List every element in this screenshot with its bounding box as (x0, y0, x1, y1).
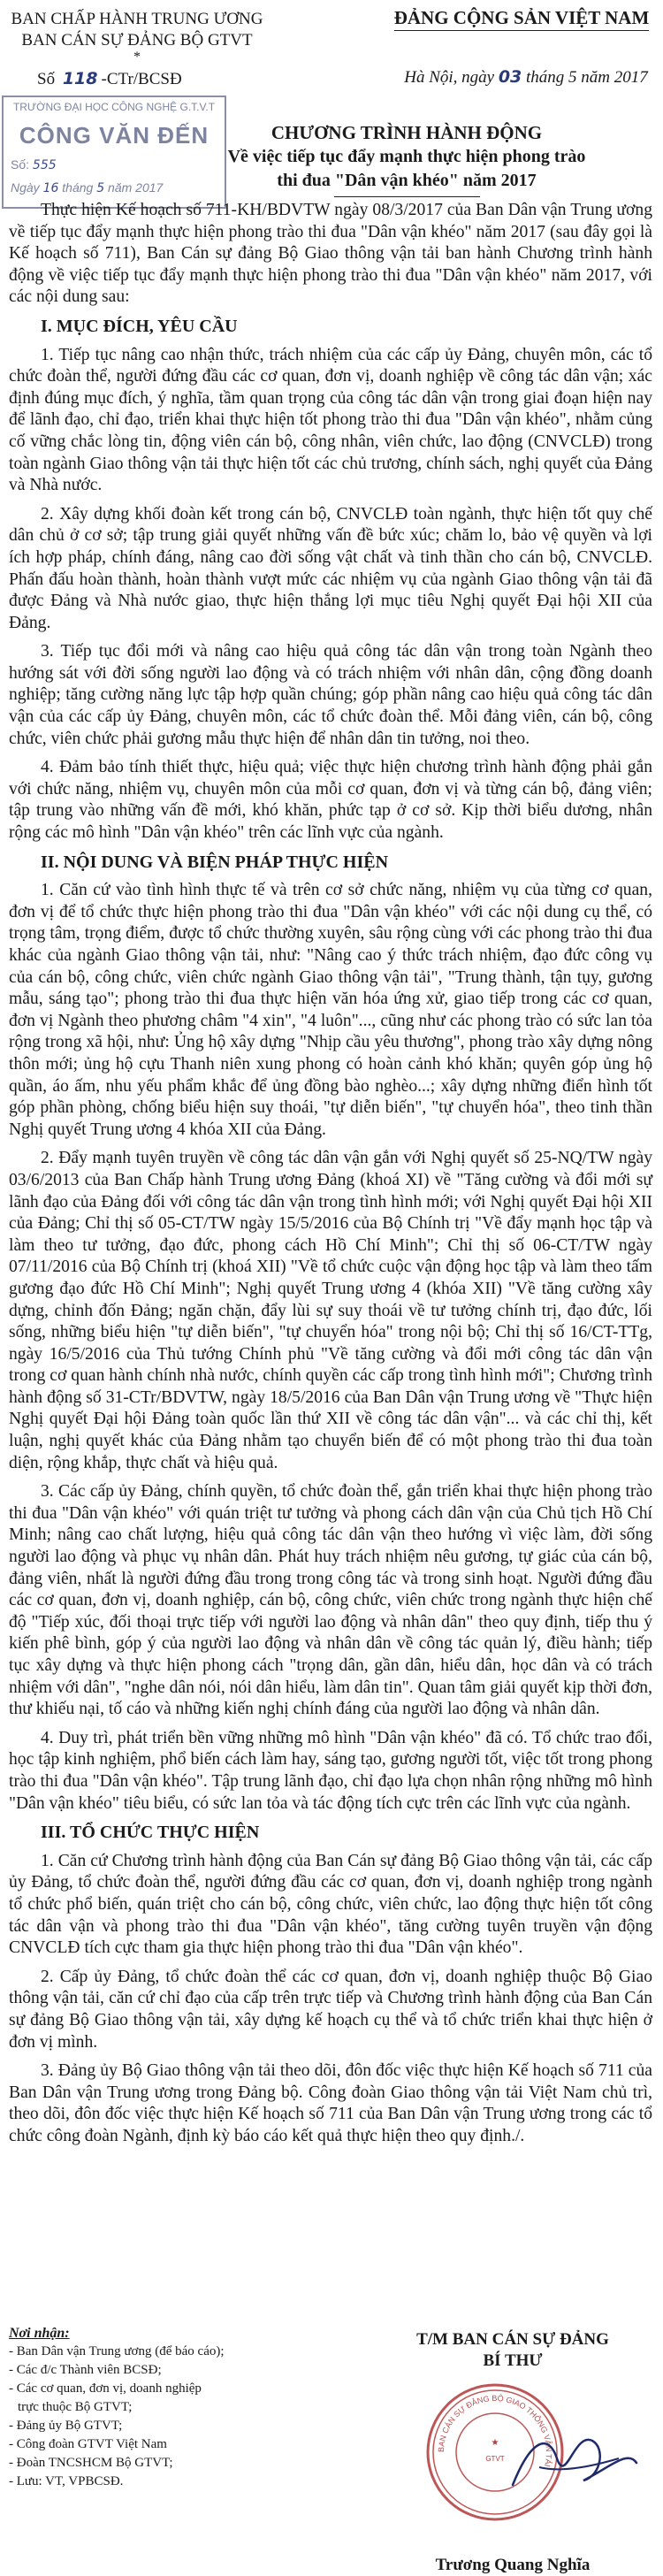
party-header (389, 7, 654, 29)
svg-text:GTVT: GTVT (485, 2455, 505, 2463)
document-number (37, 69, 182, 89)
paragraph: 3. Tiếp tục đổi mới và nâng cao hiệu quả công tác dân vận trong toàn Ngành theo hướng sát với đời sống người lao động và có trách nhiệm với nhân dân, cộng đồng doanh nghiệp; tăng cường năng lực tập hợp quần chúng; góp phần nâng cao hiệu quả công tác dân vận của các cấp ủy Đảng, chuyên môn, các tổ chức đoàn thể. Mỗi đảng viên, cán bộ, công chức, viên chức phải gương mẫu thực hiện để nhân dân tin tưởng, noi theo. (9, 642, 652, 748)
recipients-title: Nơi nhận: (9, 2326, 70, 2341)
section-heading-1: I. MỤC ĐÍCH, YÊU CẦU (41, 316, 238, 336)
intro-paragraph: Thực hiện Kế hoạch số 711-KH/BDVTW ngày 08/3/2017 của Ban Dân vận Trung ương về tiếp tục đẩy mạnh thực hiện phong trào thi đua "Dân vận khéo" năm 2017 (sau đây gọi là Kế hoạch số 711), Ban Cán sự đảng Bộ Giao thông vận tải ban hành Chương trình hành động về việc tiếp tục đẩy mạnh thực hiện phong trào thi đua "Dân vận khéo" năm 2017, với các nội dung sau: (9, 201, 652, 307)
recipient-item: - Công đoàn GTVT Việt Nam (9, 2437, 167, 2451)
org-line-2: BAN CÁN SỰ ĐẢNG BỘ GTVT (21, 31, 253, 50)
place-suffix: tháng 5 năm 2017 (526, 68, 648, 87)
handwritten-signature (504, 2414, 645, 2511)
stamp-date-label: Ngày (11, 180, 40, 195)
signer-title: BÍ THƯ (483, 2351, 543, 2370)
recipients-block (9, 2324, 301, 2491)
section-heading-3: III. TỔ CHỨC THỰC HIỆN (41, 1823, 260, 1843)
doc-title: CHƯƠNG TRÌNH HÀNH ĐỘNG (271, 122, 543, 143)
recipient-item: - Đảng ủy Bộ GTVT; (9, 2419, 123, 2433)
doc-subtitle-2: thi đua "Dân vận khéo" năm 2017 (277, 171, 537, 190)
recipient-item: - Các đ/c Thành viên BCSĐ; (9, 2363, 162, 2377)
doc-subtitle-1: Về việc tiếp tục đẩy mạnh thực hiện phong trào (227, 147, 586, 166)
paragraph: 2. Đẩy mạnh tuyên truyền về công tác dân vận gắn với Nghị quyết số 25-NQ/TW ngày 03/6/2013 của Ban Chấp hành Trung ương Đảng (khoá XI) về "Tăng cường và đổi mới sự lãnh đạo của Đảng đối với công tác dân vận trong tình hình mới; với Nghị quyết Đại hội XII của Đảng; Chỉ thị số 05-CT/TW ngày 15/5/2016 của Bộ Chính trị "Về đẩy mạnh học tập và làm theo tư tưởng, đạo đức, phong cách Hồ Chí Minh"; Chỉ thị số 06-CT/TW ngày 07/11/2016 của Bộ Chính trị (khoá XII) "Về tổ chức cuộc vận động học tập và làm theo tấm gương đạo đức Hồ Chí Minh"; Nghị quyết Trung ương 4 (khóa XII) "Về tăng cường xây dựng, chỉnh đốn Đảng; ngăn chặn, đẩy lùi sự suy thoái về tư tưởng chính trị, đạo đức, lối sống, những biểu hiện "tự diễn biến", "tự chuyển hóa" trong nội bộ; Chỉ thị số 16/CT-TTg, ngày 16/5/2016 của Thủ tướng Chính phủ "Về tăng cường và đổi mới công tác dân vận trong cơ quan hành chính nhà nước, chính quyền các cấp trong tình hình mới"; Chương trình hành động số 31-CTr/BDVTW, ngày 18/5/2016 của Ban Dân vận Trung ương về "Thực hiện Nghị quyết Đại hội Đảng toàn quốc lần thứ XII về công tác dân vận"... và các chỉ thị, kết luận, nghị quyết khác của Đảng nhằm tạo chuyển biến để có một phong trào thi đua toàn diện, rộng khắp, thực chất và hiệu quả. (9, 1149, 652, 1472)
recipient-item: - Các cơ quan, đơn vị, doanh nghiệp (9, 2381, 202, 2396)
place-date (393, 67, 659, 88)
paragraph: 3. Các cấp ủy Đảng, chính quyền, tổ chức đoàn thể, gắn triển khai thực hiện phong trào thi đua "Dân vận khéo" với quán triệt tư tưởng và phong cách dân vận của Chủ tịch Hồ Chí Minh; nâng cao chất lượng, hiệu quả công tác dân vận theo hướng vì việc làm, đời sống người lao động và phục vụ nhân dân. Phát huy trách nhiệm nêu gương, tự giác của cán bộ, đảng viên, nhất là người đứng đầu trong trong công tác và trong sinh hoạt. Người đứng đầu các cơ quan, đơn vị, doanh nghiệp, cán bộ, công chức, viên chức trong ngành thực hiện chế độ "Tiếp xúc, đối thoại trực tiếp với người lao động và nhân dân" theo quy định, tiếp thu ý kiến phê bình, góp ý của người lao động và nhân dân về công tác quản lý, điều hành; tiếp tục xây dựng và thực hiện phong cách "trọng dân, gần dân, hiểu dân, học dân và có trách nhiệm với dân", "nghe dân nói, nói dân hiểu, làm dân tin". Quan tâm giải quyết kịp thời đơn, thư khiếu nại, tố cáo và những kiến nghị chính đáng của người lao động và nhân dân. (9, 1482, 652, 1719)
recipient-item: trực thuộc Bộ GTVT; (18, 2400, 133, 2414)
stamp-number (11, 157, 57, 172)
stamp-date (11, 180, 163, 195)
paragraph: 1. Tiếp tục nâng cao nhận thức, trách nhiệm của các cấp ủy Đảng, chuyên môn, các tổ chức đoàn thể, người đứng đầu các cơ quan, đơn vị, doanh nghiệp về công tác dân vận; xác định đúng mục đích, ý nghĩa, tầm quan trọng của công tác dân vận trong giai đoạn hiện nay để lãnh đạo, chỉ đạo, triển khai thực hiện tốt phong trào thi đua "Dân vận khéo", nhằm củng cố vững chắc lòng tin, động viên cán bộ, công nhân, viên chức, lao động (CNVCLĐ) trong toàn ngành Giao thông vận tải thực hiện tốt các chủ trương, chính sách, nghị quyết của Đảng và Nhà nước. (9, 345, 652, 495)
paragraph: 1. Căn cứ vào tình hình thực tế và trên cơ sở chức năng, nhiệm vụ của từng cơ quan, đơn vị để tổ chức thực hiện phong trào thi đua "Dân vận khéo" với các nội dung cụ thể, có trọng tâm, trọng điểm, được tổ chức thường xuyên, sâu rộng cùng với các phong trào thi đua khác của ngành Giao thông vận tải, như: "Nâng cao ý thức trách nhiệm, đạo đức công vụ của cán bộ, công chức, viên chức ngành Giao thông vận tải", "Trung thành, tận tụy, gương mẫu, sáng tạo"; phong trào thi đua thực hiện văn hóa ứng xử, giao tiếp trong các cơ quan, đơn vị Ngành theo phương châm "4 xin", "4 luôn"..., cũng như các phong trào có sức lan tỏa rộng trong xã hội, như: Ủng hộ xây dựng "Nhịp cầu yêu thương", phong trào xây dựng nông thôn mới; ủng hộ cựu Thanh niên xung phong có hoàn cảnh khó khăn; quyên góp ủng hộ quần, áo ấm, nhu yếu phẩm khắc để ủng đồng bào nghèo...; xây dựng những điển hình tốt góp phần phòng, chống biểu hiện suy thoái, "tự diễn biến", "tự chuyển hóa", theo tinh thần Nghị quyết Trung ương 4 khóa XII của Đảng. (9, 881, 652, 1139)
recipient-item: - Lưu: VT, VPBCSĐ. (9, 2474, 124, 2488)
org-line-1: BAN CHẤP HÀNH TRUNG ƯƠNG (11, 10, 263, 28)
signer-name: Trương Quang Nghĩa (435, 2556, 591, 2574)
org-star: * (133, 50, 141, 65)
paragraph: 4. Duy trì, phát triển bền vững những mô hình "Dân vận khéo" đã có. Tổ chức trao đổi, học tập kinh nghiệm, phổ biến cách làm hay, sáng tạo, gương người tốt, việc tốt trong phong trào thi đua "Dân vận khéo". Tập trung lãnh đạo, chỉ đạo lựa chọn nhân rộng những mô hình "Dân vận khéo" tiêu biểu, có sức lan tỏa và tác động tích cực trên các lĩnh vực của ngành. (9, 1728, 652, 1813)
recipient-item: - Đoàn TNCSHCM Bộ GTVT; (9, 2456, 173, 2470)
stamp-heading: CÔNG VĂN ĐẾN (19, 122, 210, 149)
paragraph: 4. Đảm bảo tính thiết thực, hiệu quả; việc thực hiện chương trình hành động phải gắn với chức năng, nhiệm vụ, chuyên môn của mỗi cơ quan, đơn vị và từng cán bộ, đảng viên; tập trung vào những vấn đề mới, khó khăn, phức tạp ở cơ sở. Kịp thời biểu dương, nhân rộng các mô hình "Dân vận khéo" trên các lĩnh vực của ngành. (9, 758, 652, 843)
party-name: ĐẢNG CỘNG SẢN VIỆT NAM (394, 7, 650, 31)
place-day: 03 (498, 67, 522, 87)
docno-handwritten: 118 (62, 69, 98, 88)
signature-block (371, 2330, 654, 2574)
signer-org: T/M BAN CÁN SỰ ĐẢNG (416, 2330, 609, 2349)
title-divider (334, 196, 480, 197)
stamp-date-day: 16 (42, 181, 59, 195)
section-heading-2: II. NỘI DUNG VÀ BIỆN PHÁP THỰC HIỆN (41, 852, 389, 872)
stamp-number-hand: 555 (32, 158, 57, 172)
stamp-date-month: 5 (96, 181, 105, 195)
docno-suffix: -CTr/BCSĐ (101, 70, 182, 88)
stamp-org: TRƯỜNG ĐẠI HỌC CÔNG NGHỆ G.T.V.T (12, 101, 216, 113)
paragraph: 2. Xây dựng khối đoàn kết trong cán bộ, CNVCLĐ toàn ngành, thực hiện tốt quy chế dân chủ ở cơ sở; tập trung giải quyết những vấn đề bức xúc; chăm lo, bảo vệ quyền và lợi ích hợp pháp, chính đáng, nâng cao đời sống vật chất và tinh thần cho cán bộ, CNVCLĐ. Phấn đấu hoàn thành, hoàn thành vượt mức các nhiệm vụ của ngành Giao thông vận tải đã được Đảng và Nhà nước giao, thực hiện thắng lợi mục tiêu Nghị quyết Đại hội XII của Đảng. (9, 504, 652, 632)
docno-prefix: Số (37, 70, 56, 88)
paragraph: 3. Đảng ủy Bộ Giao thông vận tải theo dõi, đôn đốc việc thực hiện Kế hoạch số 711 của Ban Dân vận Trung ương trong Đảng bộ. Công đoàn Giao thông vận tải Việt Nam chủ trì, theo dõi, đôn đốc việc thực hiện Kế hoạch số 711 của Ban Dân vận Trung ương trong các tổ chức công đoàn Ngành, định kỳ báo cáo kết quả thực hiện theo quy định./. (9, 2061, 652, 2145)
document-body (9, 200, 652, 2154)
svg-text:BAN CÁN SỰ ĐẢNG BỘ GIAO THÔNG: BAN CÁN SỰ ĐẢNG BỘ GIAO THÔNG VẬN TẢI (436, 2393, 554, 2468)
stamp-date-year: năm 2017 (108, 180, 164, 195)
place-prefix: Hà Nội, ngày (404, 68, 495, 87)
paragraph: 2. Cấp ủy Đảng, tổ chức đoàn thể các cơ quan, đơn vị, doanh nghiệp thuộc Bộ Giao thông vận tải, căn cứ chỉ đạo của cấp trên trực tiếp và Chương trình hành động của Ban Cán sự đảng Bộ Giao thông vận tải, xây dựng kế hoạch cụ thể và tổ chức triển khai thực hiện ở đơn vị mình. (9, 1967, 652, 2052)
stamp-number-label: Số: (11, 157, 30, 172)
recipient-item: - Ban Dân vận Trung ương (để báo cáo); (9, 2344, 225, 2358)
paragraph: 1. Căn cứ Chương trình hành động của Ban Cán sự đảng Bộ Giao thông vận tải, các cấp ủy Đảng, tổ chức đoàn thể, người đứng đầu các cơ quan, đơn vị, doanh nghiệp trong ngành tổ chức phổ biến, quán triệt cho cán bộ, công chức, viên chức, lao động thực hiện tốt công tác dân vận và phong trào thi đua "Dân vận khéo", tăng cường tuyên truyền vận động CNVCLĐ tích cực tham gia thực hiện phong trào thi đua "Dân vận khéo". (9, 1851, 652, 1958)
issuing-org-block (0, 9, 274, 64)
svg-text:★: ★ (491, 2438, 499, 2448)
stamp-date-month-label: tháng (62, 180, 94, 195)
